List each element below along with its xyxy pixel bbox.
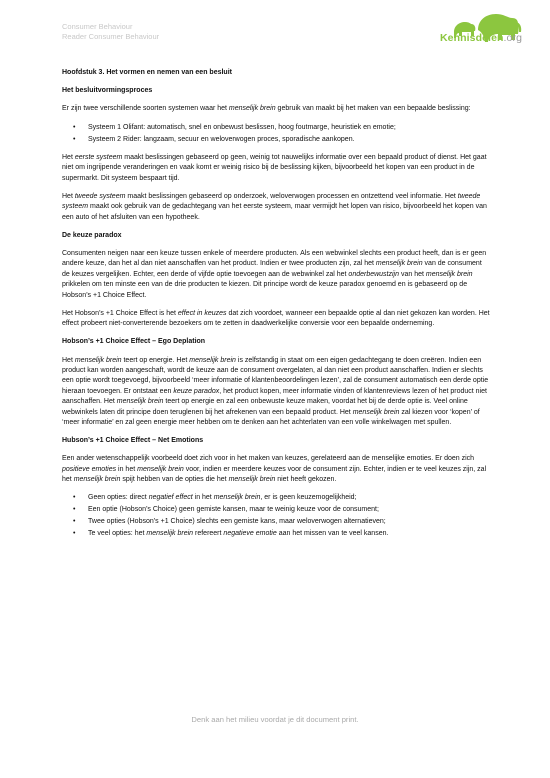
text-run: spijt hebben van de opties die het [120, 476, 229, 484]
list-item [88, 517, 490, 527]
text-run: Het Hobson’s +1 Choice Effect is het [62, 309, 178, 317]
text-run: maakt beslissingen gebaseerd op geen, weinig tot nauwelijks informatie over een bepaald product of dienst. Het gaat niet om ingrijpende veranderingen en vaak komt er weinig risico bij de beslissing kijken, bijvoorbeeld het kopen van een product in de supermarkt. Dit systeem bespaart tijd. [62, 153, 487, 182]
list-item [88, 529, 490, 539]
text-run: teert op energie en zal een onbewuste keuze maken, voordat het bij de derde optie is. Veel online webwinkels laten dit principe doen teruglenen bij het afrekenen van een bepaald product. Het [62, 398, 468, 416]
paragraph [62, 249, 490, 301]
text-run: Een ander wetenschappelijk voorbeeld doet zich voor in het maken van keuzes, gerelateerd aan de menselijke emoties. Er doen zich [62, 455, 475, 463]
paragraph [62, 309, 490, 330]
logo-suffix-text: .org [503, 32, 523, 44]
text-run: zal kiezen voor ‘kopen’ of ‘meer informatie’ en zal geen energie meer hebben om te denken aan het achterlaten van een volle winkelwagen met spullen. [62, 408, 480, 427]
text-run: Er zijn twee verschillende soorten systemen waar het [62, 105, 229, 113]
emphasis-text: menselijk brein [137, 465, 184, 473]
emphasis-text: menselijk brein [228, 476, 276, 484]
emphasis-text: eerste systeem [74, 153, 123, 161]
header-course-title: Consumer Behaviour [62, 22, 133, 31]
text-run: niet heeft gekozen. [275, 476, 337, 484]
emphasis-text: negatief effect [148, 494, 193, 502]
text-run: maakt beslissingen gebaseerd op onderzoek, weloverwogen processen en ontzettend veel informatie. Het [125, 192, 458, 200]
emphasis-text: onderbewustzijn [348, 270, 400, 278]
text-run: aan het missen van te veel kansen. [276, 530, 389, 538]
emphasis-text: tweede systeem [74, 192, 126, 200]
emphasis-text: menselijk brein [116, 398, 164, 406]
emphasis-text: menselijk brein [213, 494, 261, 502]
page-header [62, 22, 159, 42]
text-run: dat zich voordoet, wanneer een bepaalde optie al dan niet gekozen kan worden. Het effect probeert niet-converterende bezoekers om te zetten in daadwerkelijke conversie voor een bepaalde onderneming. [62, 309, 490, 328]
text-run: gebruik van maakt bij het maken van een bepaalde beslissing: [275, 105, 471, 113]
elephant-logo-icon [412, 8, 532, 52]
section-heading: De keuze paradox [62, 231, 122, 239]
text-run: Het [62, 153, 75, 161]
section-heading: Hobson’s +1 Choice Effect – Ego Deplation [62, 338, 206, 346]
systems-list [62, 123, 490, 145]
emphasis-text: menselijk brein [189, 356, 236, 364]
emphasis-text: negatieve emotie [223, 530, 277, 538]
text-run: , er is geen keuzemogelijkheid; [260, 494, 357, 502]
list-item [88, 135, 490, 145]
page-footer: Denk aan het milieu voordat je dit document print. [191, 715, 359, 724]
text-run: Systeem 2 Rider: langzaam, secuur en weloverwogen proces, sporadische aankopen. [88, 135, 355, 143]
list-item [88, 505, 490, 515]
text-run: prikkelen om ten minste een van de drie producten te kiezen. Dit principe wordt de keuze paradox genoemd en is gebaseerd op de Hobson’s +1 Choice Effect. [62, 281, 468, 299]
logo-brand-text: Kennisdelen [440, 32, 504, 44]
paragraph [62, 104, 490, 114]
emphasis-text: menselijk brein [74, 356, 122, 364]
emphasis-text: menselijk brein [73, 476, 121, 484]
text-run: refereert [193, 530, 224, 538]
text-run: Geen opties: direct [88, 494, 149, 502]
text-run: , het product kopen, meer informatie vinden of klantenreviews lezen of het product niet aanschaffen. Het [62, 387, 487, 406]
emphasis-text: menselijk brein [425, 270, 473, 278]
text-run: in het [192, 494, 214, 502]
text-run: van de consument de keuzes vergelijken. Echter, een derde of vijfde optie toevoegen aan de webwinkel zal het [62, 260, 482, 278]
paragraph [62, 454, 490, 485]
text-run: voor, indien er meerdere keuzes voor de consument zijn. Echter, indien er te veel keuzes zijn, zal het [62, 465, 487, 484]
text-run: is zelfstandig in staat om een eigen gedachtegang te doen creëren. Indien een product kan worden aangeschaft, wordt de keuze aan de consument overgelaten, al dan niet een product aanschaffen. Indien er slechts een optie wordt toegevoegd, bijvoorbeeld ‘meer informatie of klantenbeoordelingen lezen’, zal de consument automatisch een derde optie hieraan toevoegen. Er ontstaat een [62, 356, 489, 395]
list-item [88, 123, 490, 133]
emphasis-text: menselijk brein [146, 530, 194, 538]
emphasis-text: tweede systeem [62, 192, 481, 211]
paragraph [62, 153, 490, 184]
section-heading: Het besluitvormingsproces [62, 87, 153, 95]
paragraph [62, 192, 490, 223]
text-run: Consumenten neigen naar een keuze tussen enkele of meerdere producten. Als een webwinkel slechts een product heeft, dan is er geen andere keuze, dan het al dan niet aanschaffen van het product. Indien er twee producten zijn, zal het [62, 249, 487, 268]
text-run: maakt ook gebruik van de gedachtegang van het eerste systeem, maar vermijdt het lopen van risico, bijvoorbeeld het kopen van een auto of het afsluiten van een hypotheek. [62, 203, 487, 221]
document-body [62, 68, 490, 547]
emphasis-text: menselijk brein [228, 105, 276, 113]
text-run: van het [399, 270, 426, 278]
text-run: Systeem 1 Olifant: automatisch, snel en onbewust beslissen, hoog foutmarge, heuristiek en emotie; [88, 123, 396, 131]
section-heading: Hubson’s +1 Choice Effect – Net Emotions [62, 437, 204, 445]
text-run: Het [62, 356, 75, 364]
text-run: Het [62, 192, 75, 200]
text-run: Te veel opties: het [88, 530, 147, 538]
text-run: Twee opties (Hobson’s +1 Choice) slechts een gemiste kans, maar weloverwogen alternatieven; [88, 518, 386, 526]
logo-wordmark [440, 32, 522, 44]
emphasis-text: keuze paradox [173, 387, 220, 395]
options-list [62, 493, 490, 539]
header-reader-title: Reader Consumer Behaviour [62, 32, 160, 41]
text-run: teert op energie. Het [121, 356, 190, 364]
kennisdelen-logo [412, 8, 532, 52]
chapter-title: Hoofdstuk 3. Het vormen en nemen van een besluit [62, 69, 232, 76]
emphasis-text: menselijk brein [352, 408, 400, 416]
emphasis-text: menselijk brein [375, 260, 423, 268]
text-run: Een optie (Hobson’s Choice) geen gemiste kansen, maar te weinig keuze voor de consument; [88, 506, 379, 514]
emphasis-text: positieve emoties [62, 465, 117, 473]
text-run: in het [116, 465, 138, 473]
emphasis-text: effect in keuzes [177, 309, 227, 317]
paragraph [62, 356, 490, 429]
list-item [88, 493, 490, 503]
